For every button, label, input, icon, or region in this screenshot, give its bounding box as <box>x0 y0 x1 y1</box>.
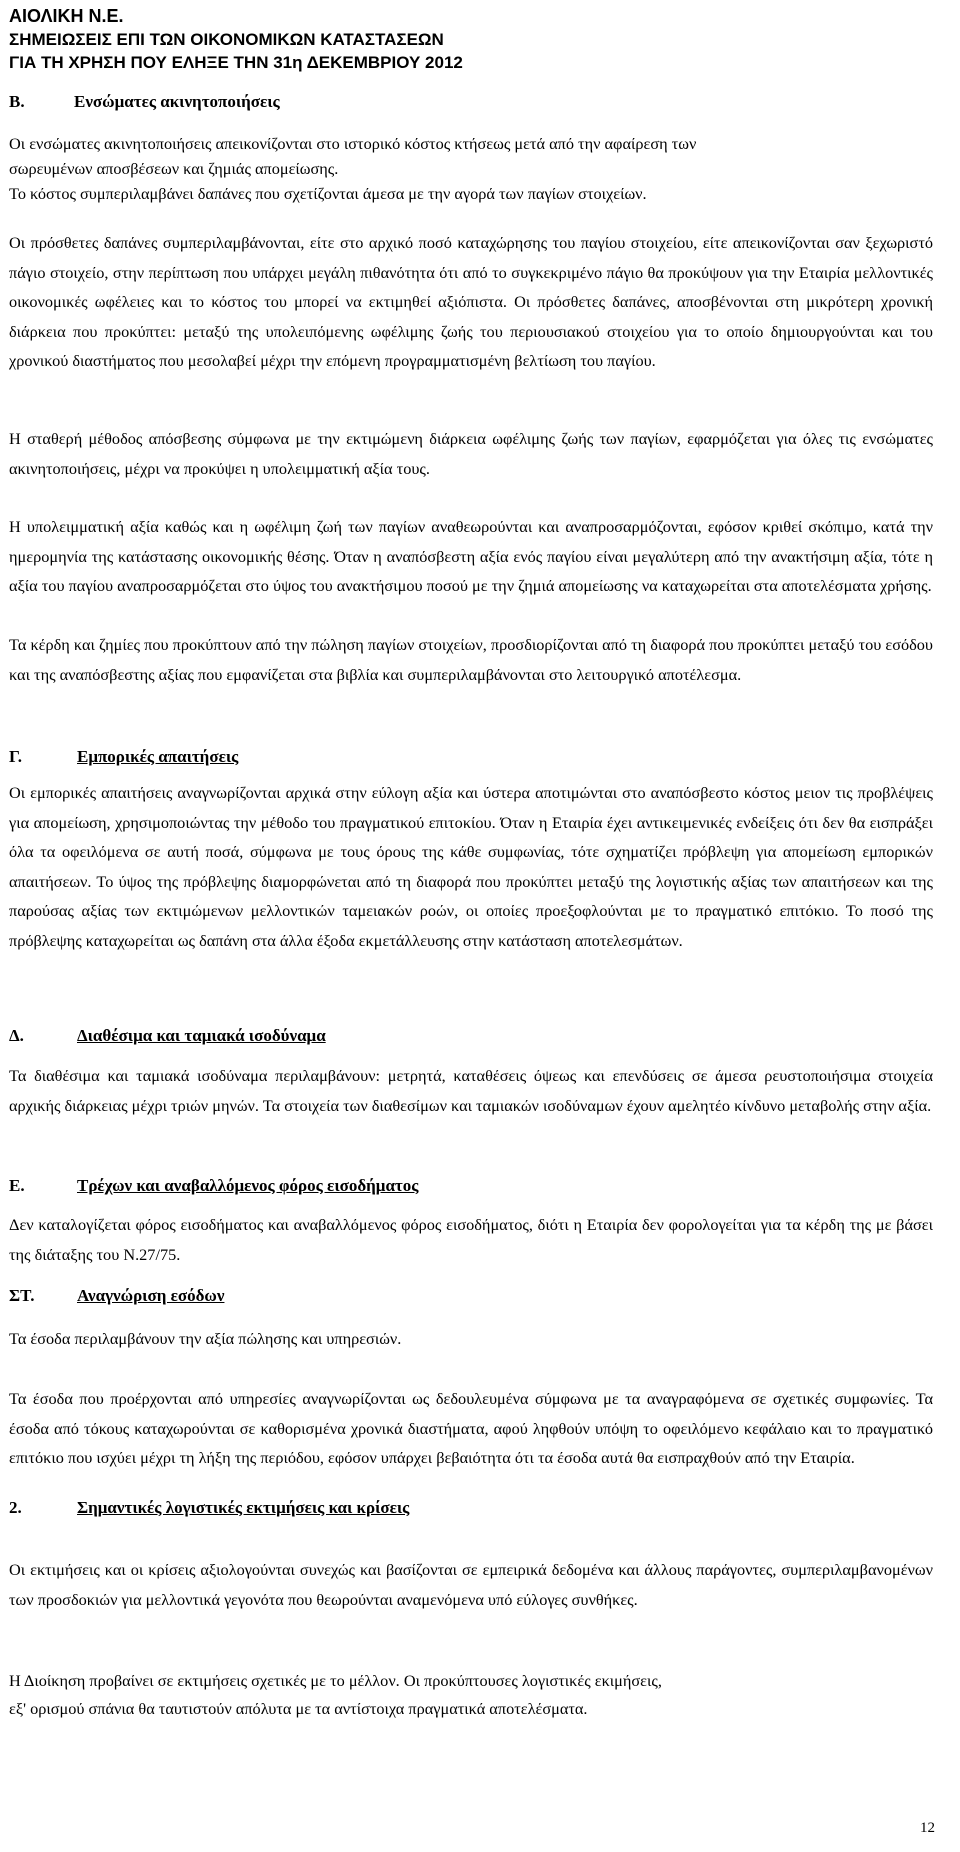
section-b-p1-line2: σωρευμένων αποσβέσεων και ζημιάς απομείωσης. <box>9 159 339 178</box>
section-b-title: Ενσώματες ακινητοποιήσεις <box>74 92 280 111</box>
section-g-title: Εμπορικές απαιτήσεις <box>77 747 239 766</box>
section-d-p1: Τα διαθέσιμα και ταμιακά ισοδύναμα περιλαμβάνουν: μετρητά, καταθέσεις όψεως και επενδύσεις σε άμεσα ρευστοποιήσιμα στοιχεία αρχικής διάρκειας μέχρι τριών μηνών. Τα στοιχεία των διαθεσίμων και ταμιακών ισοδύναμων έχουν αμελητέο κίνδυνο μεταβολής στην αξία. <box>9 1066 933 1115</box>
section-b-p3: Η σταθερή μέθοδος απόσβεσης σύμφωνα με την εκτιμώμενη διάρκεια ωφέλιμης ζωής των παγίων, εφαρμόζεται για όλες τις ενσώματες ακινητοποιήσεις, μέχρι να προκύψει η υπολειμματική αξία τους. <box>9 429 933 478</box>
section-e-number: Ε. <box>9 1176 25 1195</box>
section-b-p2: Οι πρόσθετες δαπάνες συμπεριλαμβάνονται, είτε στο αρχικό ποσό καταχώρησης του παγίου στοιχείου, είτε απεικονίζονται σαν ξεχωριστό πάγιο στοιχείο, στην περίπτωση που υπάρχει μεγάλη πιθανότητα ότι από το συγκεκριμένο πάγιο θα προκύψουν για την Εταιρία μελλοντικές οικονομικές ωφέλειες και το κόστος του μπορεί να εκτιμηθεί αξιόπιστα. Οι πρόσθετες δαπάνες, αποσβένονται στη μικρότερη χρονική διάρκεια που προκύπτει: μεταξύ της υπολειπόμενης ωφέλιμης ζωής του περιουσιακού στοιχείου για το οποίο δημιουργούνται και του χρονικού διαστήματος που μεσολαβεί μέχρι την επόμενη προγραμματισμένη βελτίωση του παγίου. <box>9 233 933 370</box>
section-2-number: 2. <box>9 1498 22 1517</box>
document-period: ΓΙΑ ΤΗ ΧΡΗΣΗ ΠΟΥ ΕΛΗΞΕ ΤΗΝ 31η ΔΕΚΕΜΒΡΙΟΥ 2012 <box>9 53 463 72</box>
section-b-p1-line3: Το κόστος συμπεριλαμβάνει δαπάνες που σχετίζονται άμεσα με την αγορά των παγίων στοιχείων. <box>9 184 647 203</box>
section-b-heading <box>9 91 280 113</box>
section-2-p2-line2: εξ' ορισμού σπάνια θα ταυτιστούν απόλυτα με τα αντίστοιχα πραγματικά αποτελέσματα. <box>9 1699 588 1718</box>
section-b-p1-line1: Οι ενσώματες ακινητοποιήσεις απεικονίζονται στο ιστορικό κόστος κτήσεως μετά από την αφαίρεση των <box>9 134 697 153</box>
section-st-title: Αναγνώριση εσόδων <box>77 1286 225 1305</box>
section-2-title: Σημαντικές λογιστικές εκτιμήσεις και κρίσεις <box>77 1498 410 1517</box>
section-g-heading <box>9 746 239 768</box>
section-b-p5: Τα κέρδη και ζημίες που προκύπτουν από την πώληση παγίων στοιχείων, προσδιορίζονται από τη διαφορά που προκύπτει μεταξύ του εσόδου και της αναπόσβεστης αξίας που εμφανίζεται στα βιβλία και συμπεριλαμβάνονται στο λειτουργικό αποτέλεσμα. <box>9 635 933 684</box>
section-d-heading <box>9 1025 326 1047</box>
section-e-heading <box>9 1175 419 1197</box>
section-2-p1: Οι εκτιμήσεις και οι κρίσεις αξιολογούνται συνεχώς και βασίζονται σε εμπειρικά δεδομένα και άλλους παράγοντες, συμπεριλαμβανομένων των προσδοκιών για μελλοντικά γεγονότα που θεωρούνται αναμενόμενα υπό εύλογες συνθήκες. <box>9 1560 933 1609</box>
section-2-heading <box>9 1497 410 1519</box>
section-2-p2-line1: Η Διοίκηση προβαίνει σε εκτιμήσεις σχετικές με το μέλλον. Οι προκύπτουσες λογιστικές εκιμήσεις, <box>9 1671 662 1690</box>
section-st-p1: Τα έσοδα περιλαμβάνουν την αξία πώλησης και υπηρεσιών. <box>9 1329 402 1348</box>
section-g-p1: Οι εμπορικές απαιτήσεις αναγνωρίζονται αρχικά στην εύλογη αξία και ύστερα αποτιμώνται στο αναπόσβεστο κόστος μειον τις προβλέψεις για απομείωση, χρησιμοποιώντας την μέθοδο του πραγματικού επιτοκίου. Όταν η Εταιρία έχει αντικειμενικές ενδείξεις ότι δεν θα εισπράξει όλα τα οφειλόμενα σε αυτή ποσά, σύμφωνα με τους όρους της κάθε συμφωνίας, τότε σχηματίζει πρόβλεψη για απομείωση εμπορικών απαιτήσεων. Το ύψος της πρόβλεψης διαμορφώνεται από τη διαφορά που προκύπτει μεταξύ της λογιστικής αξίας των απαιτήσεων και της παρούσας αξίας των εκτιμώμενων μελλοντικών ταμειακών ροών, οι οποίες προεξοφλούνται με το πραγματικό επιτόκιο. Το ποσό της πρόβλεψης καταχωρείται ως δαπάνη στα άλλα έξοδα εκμετάλλευσης στην κατάσταση αποτελεσμάτων. <box>9 783 933 950</box>
section-st-heading <box>9 1285 225 1307</box>
section-d-number: Δ. <box>9 1026 24 1045</box>
section-g-number: Γ. <box>9 747 23 766</box>
section-e-title: Τρέχων και αναβαλλόμενος φόρος εισοδήματος <box>77 1176 419 1195</box>
section-d-title: Διαθέσιμα και ταμιακά ισοδύναμα <box>77 1026 326 1045</box>
document-title: ΣΗΜΕΙΩΣΕΙΣ ΕΠΙ ΤΩΝ ΟΙΚΟΝΟΜΙΚΩΝ ΚΑΤΑΣΤΑΣΕΩΝ <box>9 30 444 49</box>
section-b-p4: Η υπολειμματική αξία καθώς και η ωφέλιμη ζωή των παγίων αναθεωρούνται και αναπροσαρμόζονται, εφόσον κριθεί σκόπιμο, κατά την ημερομηνία της κατάστασης οικονομικής θέσης. Όταν η αναπόσβεστη αξία ενός παγίου είναι μεγαλύτερη από την ανακτήσιμη αξία, τότε η αξία του παγίου αναπροσαρμόζεται στο ύψος του ανακτήσιμου ποσού με την ζημιά απομείωσης να καταχωρείται στα αποτελέσματα χρήσης. <box>9 517 933 595</box>
page-number: 12 <box>920 1820 935 1836</box>
section-b-number: Β. <box>9 92 25 111</box>
section-st-number: ΣΤ. <box>9 1286 35 1305</box>
company-name: ΑΙΟΛΙΚΗ Ν.Ε. <box>9 6 124 26</box>
section-e-p1: Δεν καταλογίζεται φόρος εισοδήματος και αναβαλλόμενος φόρος εισοδήματος, διότι η Εταιρία δεν φορολογείται για τα κέρδη της με βάσει της διάταξης του Ν.27/75. <box>9 1215 933 1264</box>
section-st-p2: Τα έσοδα που προέρχονται από υπηρεσίες αναγνωρίζονται ως δεδουλευμένα σύμφωνα με τα αναγραφόμενα σε σχετικές συμφωνίες. Τα έσοδα από τόκους καταχωρούνται σε καθορισμένα χρονικά διαστήματα, αφού ληφθούν υπόψη το οφειλόμενο κεφάλαιο και το πραγματικό επιτόκιο που ισχύει μέχρι τη λήξη της περιόδου, εφόσον υπάρχει βεβαιότητα ότι τα έσοδα αυτά θα εισπραχθούν από την Εταιρία. <box>9 1389 933 1467</box>
